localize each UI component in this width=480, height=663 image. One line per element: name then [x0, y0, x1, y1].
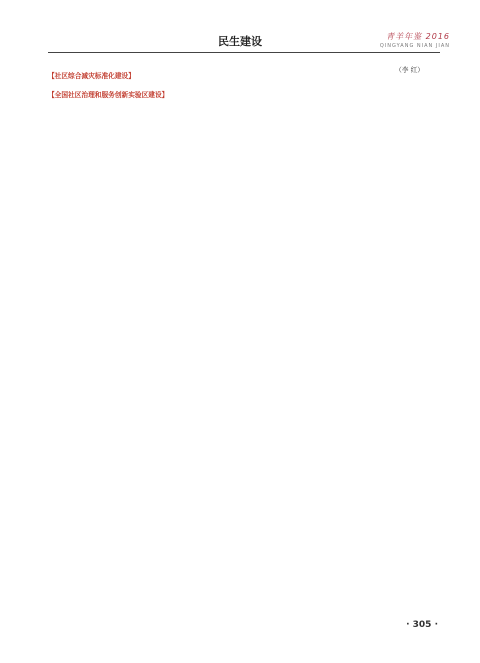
right-column: [255, 64, 442, 77]
yearbook-name: 青羊年鉴 2016: [386, 32, 450, 41]
page-number: · 305 ·: [406, 620, 438, 630]
header-divider: [48, 52, 440, 53]
author-signature: （李 红）: [395, 66, 424, 74]
left-column: [48, 64, 235, 101]
section-heading: 【全国社区治理和服务创新实验区建设】: [48, 90, 169, 99]
yearbook-logo: [380, 31, 450, 49]
yearbook-pinyin: QINGYANG NIAN JIAN: [379, 43, 450, 49]
section-governance-innovation: [48, 90, 235, 102]
section-heading: 【社区综合减灾标准化建设】: [48, 72, 135, 80]
section-title: 民生建设: [218, 35, 262, 48]
section-disaster-reduction: [48, 71, 235, 83]
